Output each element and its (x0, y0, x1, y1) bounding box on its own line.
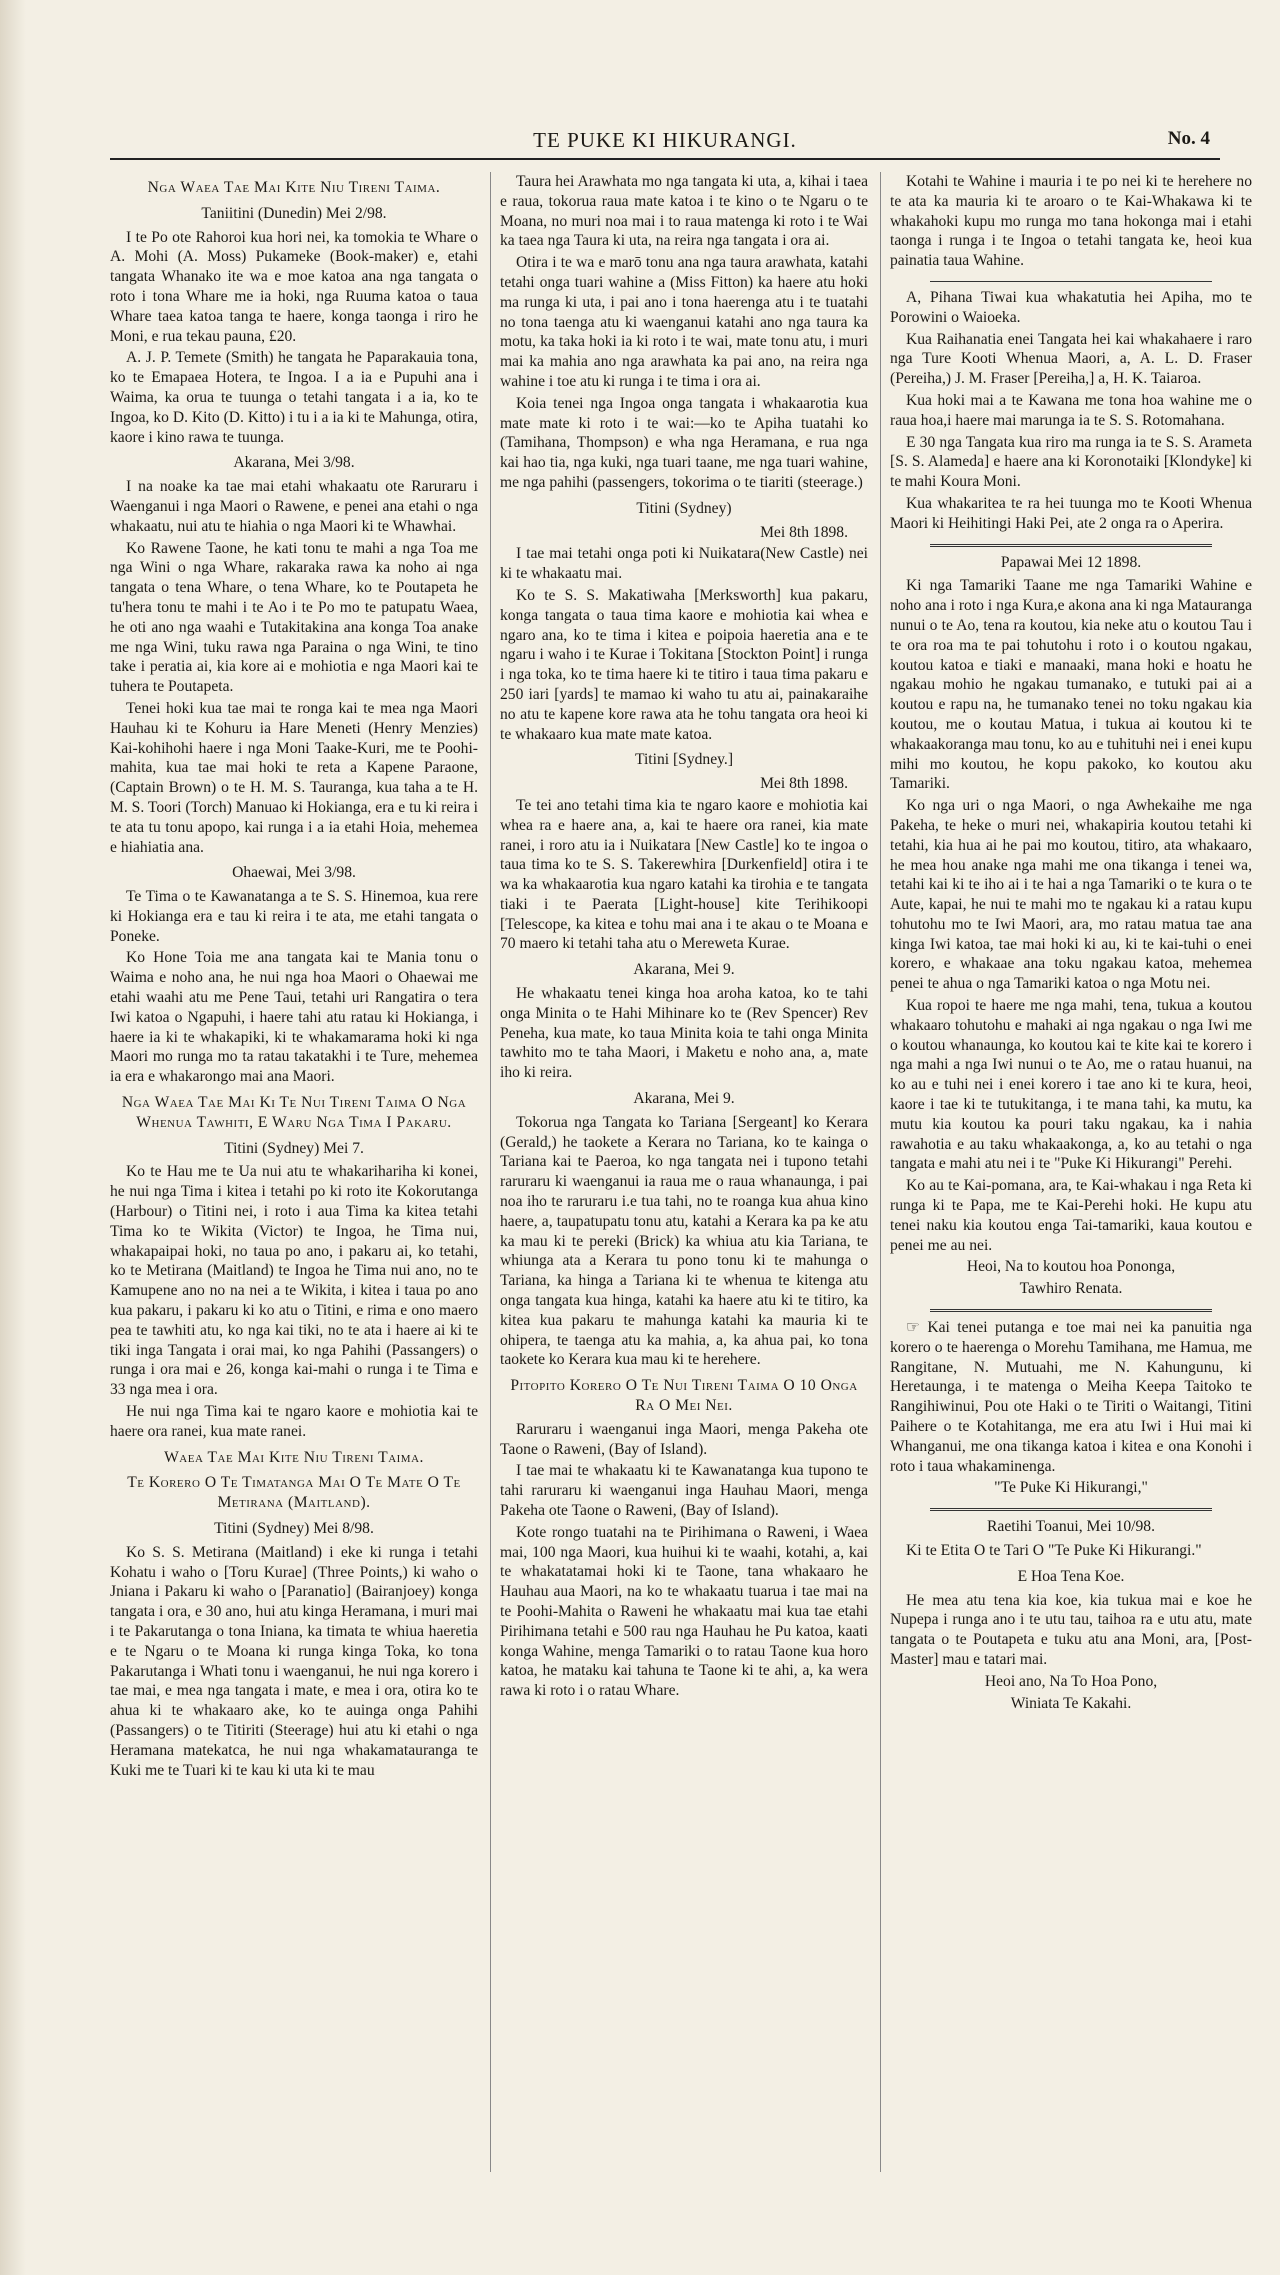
column-right (890, 172, 1252, 1715)
paragraph: Taura hei Arawhata mo nga tangata ki uta, a, kihai i taea e raua, tokorua raua mate katoa i te kino o te Ngaru o te Moana, no muri noa mai i to raua matenga ki roto i te Wai ka taea nga Taura ki uta, na reira nga tangata i ora ai. (500, 173, 868, 250)
article-heading: Pitopito Korero O Te Nui Tireni Taima O 10 Onga Ra O Mei Nei. (510, 1377, 858, 1415)
paragraph: Ko te Hau me te Ua nui atu te whakarihariha ki konei, he nui nga Tima i kitea i tetahi po ki roto ite Kokorutanga (Harbour) o Titini nei, i roto i aua Tima ka kitea tetahi Tima ko te Wikita (Victor) te Ingoa, he Tima nui, whakapaipai hoki, no taua po ano, i pakaru ai, ko tetahi, ko te Metirana (Maitland) te Ingoa he Tima nui ano, no te Kamupene ano no na nei a te Wikita, i kitea i taua po ano kua pakaru, i pakaru ki ko atu o Titini, e rima e ono maero pea te tawhiti atu, ko nga kai tiki, no te ata i haere ai ki te tiki inga Tangata i orai mai, ko nga Pahihi (Passangers) o runga i ora mai e 26, konga kai-mahi o runga i te Tima e 33 nga mea i ora. (110, 1163, 478, 1399)
paragraph: Ko S. S. Metirana (Maitland) i eke ki runga i tetahi Kohatu i waho o [Toru Kurae] (Three Points,) ki waho o Jniana i Pakaru ki waho o [Paranatio] (Bairanjoey) konga tangata i ora, e 30 ano, hui atu kinga Heramana, i muri mai i te Pakarutanga o tona Iniana, ka timata te whiua haeretia e te Ngaru o te Moana ki runga kinga Toka, ko tona Pakarutanga i Whati tonu i waenganui, he nui nga korero i tae mai, e mea nga tangata i mate, e mea i ora, otira ko te ahua ki te whakaaro ake, ko te auinga onga Pahihi (Passangers) o te Titiriti (Steerage) hui atu ki etahi o nga Heramana matekatca, he nui nga whakamataurangа te Kuki me te Tuari ki te kau ki uta ki te mau (110, 1543, 478, 1779)
paragraph: Tokorua nga Tangata ko Tariana [Sergeant] ko Kerara (Gerald,) he taokete a Kerara no Tariana, ko te kainga o Tariana kai te Paeroa, ko nga tangata nei i tupono tetahi raruraru ki waenganui ia raua me o raua whanaunga, i pai noa iho te raruraru i.e tua tahi, no te roanga kua ahua kino haere, a, taupatupatu tonu atu, katahi a Kerara ka pa ke atu ka mau ki te pereki (Brick) ka whiua atu kia Tariana, te whiunga ata a Kerara tu pono tonu ki te mahunga o Tariana, ka hinga a Tariana ki te whenua te kitenga atu onga tangata kua hinga, katahi ka haere atu ki te titiro, ka kitea kua pakaru te mahunga katahi ka mauria ki te ohipera, te taenga atu ka mahia, a, ka ahua pai, ko tona taokete ko Kerara kua mau ki te herehere. (500, 1113, 868, 1369)
article-heading: Nga Waea Tae Mai Kite Niu Tireni Taima. (147, 179, 441, 196)
section-divider (930, 544, 1212, 547)
paragraph: A. J. P. Temete (Smith) he tangata he Paparakauia tona, ko te Emapaea Hotera, te Ingoa. I a ia e Pupuhi ana i Waima, ka orua te tuunga o tetahi tangata i a ia, ko te Ingoa, ko D. Kito (D. Kitto) i tu i a ia ki te Mahunga, otira, kaore i kino rawa te tuunga. (110, 349, 478, 446)
article-heading: Nga Waea Tae Mai Ki Te Nui Tireni Taima O Nga Whenua Tawhiti, E Waru Nga Tima I Pakaru. (121, 1094, 467, 1131)
paragraph: I tae mai te whakaatu ki te Kawanatanga kua tupono te tahi raruraru ki waenganui inga Hauhau Maori, menga Pakeha ote Taone o Raweni, (Bay of Island). (500, 1462, 868, 1519)
paragraph: Ko Hone Toia me ana tangata kai te Mania tonu o Waima e noho ana, he nui nga hoa Maori o Ohaewai me etahi waahi atu me Pene Taui, tetahi uri Rangatira o tera Iwi katoa o Ngapuhi, i haere tahi atu ratau ki Hokianga, i haere ia ki te whakapiki, ki te whakamarama hoki ki nga Maori mo runga mo ta ratau takatakhi i te Ture, mehemea ia era e whakarongo mai ana Maori. (110, 949, 478, 1086)
paragraph: Ki te Etita O te Tari O "Te Puke Ki Hikurangi." (906, 1542, 1202, 1559)
page-header (110, 128, 1220, 154)
masthead: TE PUKE KI HIKURANGI. (533, 128, 797, 152)
page-edge-shadow (0, 0, 26, 2275)
paragraph: Tenei hoki kua tae mai te ronga kai te mea nga Maori Hauhau ki te Kohuru ia Hare Meneti (Henry Menzies) Kai-kohihohi haere i nga Moni Taake-Kuri, me te Poohi-mahita, kua tae mai hoki te reta a Kapene Paraone, (Captain Brown) o te H. M. S. Tauranga, kua taha a te H. M. S. Toori (Torch) Manuao ki Hokianga, era e tu ki reira i te ata tu tonu apopo, kai runga i a ia etahi Hoia, mehemea e hiahiatia ana. (110, 699, 478, 856)
dateline: Taniitini (Dunedin) Mei 2/98. (201, 204, 387, 222)
paragraph: Otira i te wa e marō tonu ana nga taura arawhata, katahi tetahi onga tuari wahine a (Miss Fitton) ka haere atu hoki ma runga ki uta, i pai ano i tona haerenga atu i te tuatahi no tona taenga atu ki waenganui katahi ano nga taura ka motu, ka taka hoki ia ki roto i te wai, mate tonu atu, i muri mai ka mahia ano nga arawhata ka pai ano, na reira nga wahine i toe atu ki runga i te tima i ora ai. (500, 254, 868, 390)
paragraph: He nui nga Tima kai te ngaro kaore e mohiotia kai te haere ora ranei, kua mate ranei. (110, 1403, 478, 1440)
paragraph: ☞ Kai tenei putanga e toe mai nei ka panuitia nga korero o te haerenga o Morehu Tamihana, me Hamua, me Rangitane, N. Mutuahi, me N. Kahungunu, ki Heretaunga, i te matenga o Meiha Keepa Taitoko te Rangihiwinui, Pou ote Haki o te Tiriti o Waitangi, Titini Paihere o te Kotahitanga, me era atu Iwi i Hui mai ki Whanganui, me ona tikanga katoa i kitea e ona Konohi i roto i taua whakaminenga. (890, 1319, 1252, 1475)
column-divider (880, 172, 881, 2172)
signature-line: Tawhiro Renata. (1019, 1280, 1123, 1298)
section-divider (930, 281, 1212, 282)
dateline: Akarana, Mei 3/98. (233, 454, 355, 472)
paragraph: Kua ropoi te haere me nga mahi, tena, tukua a koutou whakaaro tohutohu e mahaki ai nga ngakau o nga Iwi me o koutou whanaunga, ko koutou kai te kite kai te korero i nga mahi a nga Iwi nunui o te Ao, me o ratau huanui, na ko au e tuhi nei i enei korero i tae ano ki te kura, heoi, kaore i tae ki te tutukitanga, i te mana tahi, ka mutu, ka mutu kia koutou ka pouri taku ngakau, ka i nahia rawahotia e au taku whakaakonga, a, ko au tetahi o nga tangata e mahi atu nei i te "Puke Ki Hikurangi" Perehi. (890, 997, 1252, 1173)
paragraph: He whakaatu tenei kinga hoa aroha katoa, ko te tahi onga Minita o te Hahi Mihinare ko te (Rev Spencer) Rev Peneha, kua mate, ko taua Minita koia te tahi onga Minita tawhito mo te taha Maori, i Maketu e noho ana, a, mate iho ki reira. (500, 985, 868, 1082)
column-left (110, 172, 478, 1782)
article-heading: Te Korero O Te Timatanga Mai O Te Mate O Te Metirana (Maitland). (127, 1474, 461, 1512)
paragraph: Kua hoki mai a te Kawana me tona hoa wahine me o raua hoa,i haere mai marunga ia te S. S. Rotomahana. (890, 391, 1252, 429)
paragraph: Te tei ano tetahi tima kia te ngaro kaore e mohiotia kai whea ra e haere ana, a, kai te haere ora ranei, kia mate ranei, i roro atu ia i Nuikatara [New Castle] ko te ingoa o taua tima ko te S. S. Takerewhira [Durkenfield] otira i te wa ka whakaarotia kua ngaro katahi ka tirohia e te tangata tiaki i te Paerata [Light-house] kite Terihikoopi [Telescope, ka kitea e tohu mai ana i te akau o te Moana e 70 maero ki tetahi taha atu o Mereweta Kurae. (500, 796, 868, 953)
dateline: Akarana, Mei 9. (633, 1090, 735, 1108)
paragraph: I te Po ote Rahoroi kua hori nei, ka tomokia te Whare o A. Mohi (A. Moss) Pukameke (Book-maker) e, etahi tangata Whanako ite wa e moe katoa ana nga tangata o roto i tona Whare me ia hoki, nga Ruuma katoa o taua Whare taea katoa tanga te haere, konga taonga i riro he Moni, e rua tekau pauna, £20. (110, 228, 478, 345)
article-heading: Waea Tae Mai Kite Niu Tireni Taima. (164, 1448, 424, 1466)
header-rule (110, 158, 1220, 160)
paragraph: I tae mai tetahi onga poti ki Nuikatara(New Castle) nei ki te whakaatu mai. (500, 545, 868, 583)
section-divider (930, 1508, 1212, 1511)
dateline: Ohaewai, Mei 3/98. (232, 864, 356, 882)
column-middle (500, 172, 868, 1703)
section-divider (930, 1309, 1212, 1312)
dateline: Titini (Sydney) (636, 499, 732, 517)
dateline: Titini [Sydney.] (634, 751, 734, 769)
dateline: Mei 8th 1898. (760, 523, 848, 541)
paragraph: Ko Rawene Taone, he kati tonu te mahi a nga Toa me nga Wini o nga Whare, rakaraka rawa ka noho ai nga tangata o tena Whare, o tena Whare, ko te Poutapeta he tu'hera tonu te mahi i te Ao i te Po mo te patupatu Waea, he oti ano nga waahi e Tutakitakina ana konga Toa anake me nga Wini, tuku rawa nga Paraina o nga Wini, te tino take i peratia ai, kia kore ai e mohiotia e nga Maori kai te tuhera te Poutapeta. (110, 539, 478, 696)
column-divider (490, 172, 491, 2172)
dateline: E Hoa Tena Koe. (1017, 1567, 1125, 1585)
paragraph: Kua whakaritea te ra hei tuunga mo te Kooti Whenua Maori ki Heihitingi Haki Pei, ate 2 onga ra o Aperira. (890, 494, 1252, 532)
paragraph: Ki nga Tamariki Taane me nga Tamariki Wahine e noho ana i roto i nga Kura,e akona ana ki nga Matauranga nunui o te Ao, tena ra koutou, kia neke atu o koutou Tau i te ora roa ma te pai tohutohu i roto i o koutou ngakau, koutou katoa e tiaki e manaaki, mana hoki e hoatu he ngakau mohio he ngakau tumanako, e tutuki pai ai a koutou e rapu na, he tumanako tenei no toku ngakau kia koutou, me o koutau Matua, i tukua ai koutou ki te whakaakoranga mau tonu, ko au e tuhituhi nei i enei kupu mihi mo koutou, he kopu pakoko, ko koutou aku Tamariki. (890, 577, 1252, 793)
signature-line: Heoi ano, Na To Hoa Pono, (984, 1672, 1158, 1690)
paragraph: E 30 nga Tangata kua riro ma runga ia te S. S. Arameta [S. S. Alameda] e haere ana ki Koronotaiki [Klondyke] ki te mahi Koura Moni. (890, 433, 1252, 491)
paragraph: Ko te S. S. Makatiwaha [Merksworth] kua pakaru, konga tangata o taua tima kaore e mohiotia kai whea e ngaro ana, ko te tima i kitea e poipoia haeretia ana e te ngaru i waho i te Kurae i Tokitana [Stockton Point] i runga i nga toka, ko te tima haere ki te titiro i taua tima pakaru e 250 iari [yards] te mamao ki waho tu atu ai, painakaraihe no atu te kapene kore rawa ata he tohu tangata ora heoi ki te whakaaro kua mate mate katoa. (500, 586, 868, 743)
signature-line: Winiata Te Kakahi. (1010, 1694, 1132, 1712)
dateline: Titini (Sydney) Mei 8/98. (214, 1520, 374, 1537)
paragraph: Kote rongo tuatahi na te Pirihimana o Raweni, i Waea mai, 100 nga Maori, kua huihui ki te waahi, kotahi, a, kai te whakatatamai hoki ki te Taone, tana whakaaro he Hauhau aua Maori, na ko te whakaatu tuarua i tae mai na te Poohi-Mahita o Raweni he whakaatu mai kua tae etahi Pirihimana tetahi e 500 rau nga Hauhau he Pu katoa, kaati konga Wahine, menga Tamariki o to ratau Taone kua horo katoa, he mataku kai tahuna te Taone ki te ahi, a, ka wera rawa ki roto i o ratau Whare. (500, 1523, 868, 1700)
paragraph: He mea atu tena kia koe, kia tukua mai e koe he Nupepa i runga ano i te utu tau, taihoa ra e utu atu, mate tangata o te Poutapeta e tuku atu ana Moni, ara, [Post-Master] mau e tatari mai. (890, 1591, 1252, 1668)
dateline: Titini (Sydney) Mei 7. (224, 1139, 364, 1157)
dateline: Raetihi Toanui, Mei 10/98. (987, 1518, 1155, 1536)
issue-number: No. 4 (1167, 128, 1210, 149)
paragraph: Ko nga uri o nga Maori, o nga Awhekaihe me nga Pakeha, te heke o muri nei, whakapiria koutou tetahi ki tetahi, kia hua ai he pai mo koutou, titiro, ata whakaaro, he mea hou anake nga mahi me ona tikanga i tenei wa, tetahi kai ki te iho ai i te hai a nga Tamariki o te kura o te Aute, kapai, he nui te mahi mo te ngakau ki a ratau kupu tohutohu mo te Iwi Maori, ara, mo ratau matua tae ana kinga Iwi katoa, tae mai hoki ki au, ki te kai-tuhi o enei korero, e whakaae ana toku ngakau katoa, mehemea penei te ahua o nga Tamariki katoa o nga Motu nei. (890, 797, 1252, 993)
paragraph: Kotahi te Wahine i mauria i te po nei ki te herehere no te ata ka mauria ki te aroaro o te Kai-Whakawa ki te whakahoki kupu mo runga mo tana hokonga mai i etahi taonga i runga i te Ingoa o tetahi tangata ke, heoi kua painatia taua Wahine. (890, 173, 1252, 270)
signature-line: Heoi, Na to koutou hoa Pononga, (966, 1258, 1176, 1276)
paragraph: Koia tenei nga Ingoa onga tangata i whakaarotia kua mate mate ki roto i te wai:—ko te Apiha tuatahi ko (Tamihana, Thompson) e wha nga Heramana, e rua nga kai hao tia, nga kuki, nga tuari taane, me nga tuari wahine, me nga pahihi (passengers, tokorima o te tiariti (steerage.) (500, 394, 868, 491)
paragraph: I na noake ka tae mai etahi whakaatu ote Raruraru i Waenganui i nga Maori o Rawene, e penei ana etahi o nga whakaatu, nui atu te hiahia o nga Maori ki te Whawhai. (110, 478, 478, 535)
paragraph: Ko au te Kai-pomana, ara, te Kai-whakau i nga Reta ki runga ki te Papa, me te Kai-Perehi hoki. He kupu atu tenei naku kia koutou enga Tai-tamariki, kaua koutou e penei me au nei. (890, 1177, 1252, 1254)
paragraph: Kua Raihanatia enei Tangata hei kai whakahaere i raro nga Ture Kooti Whenua Maori, a, A. L. D. Fraser (Pereiha,) J. M. Fraser [Pereiha,] a, H. K. Taiaroa. (890, 330, 1252, 388)
paragraph: A, Pihana Tiwai kua whakatutia hei Apiha, mo te Porowini o Waioeka. (890, 288, 1252, 326)
paragraph: Raruraru i waenganui inga Maori, menga Pakeha ote Taone o Raweni, (Bay of Island). (500, 1420, 868, 1458)
dateline: Mei 8th 1898. (760, 775, 848, 793)
paragraph: Te Tima o te Kawanatanga a te S. S. Hinemoa, kua rere ki Hokianga era e tau ki reira i te ata, me etahi tangata o Poneke. (110, 888, 478, 945)
dateline: Papawai Mei 12 1898. (1000, 553, 1142, 571)
signature-line: "Te Puke Ki Hikurangi," (994, 1479, 1148, 1497)
dateline: Akarana, Mei 9. (633, 961, 735, 979)
